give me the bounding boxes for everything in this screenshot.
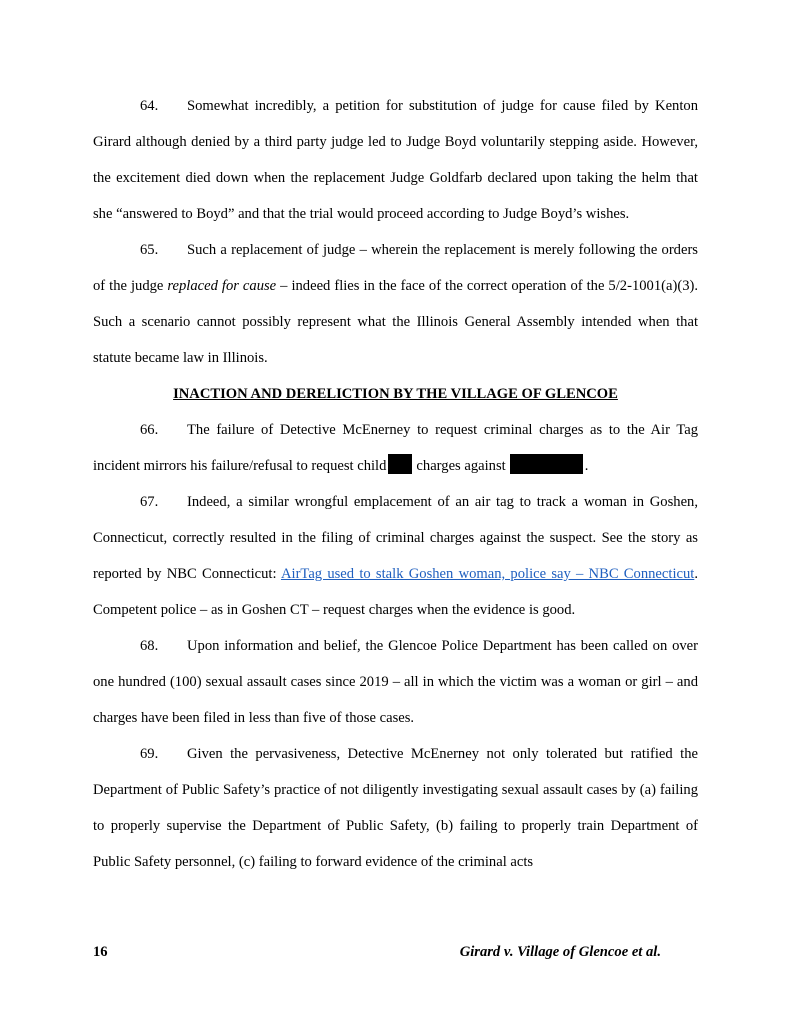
paragraph-number: 65. — [140, 242, 159, 258]
paragraph-68 — [93, 628, 698, 736]
redaction-box — [388, 454, 412, 474]
paragraph-69 — [93, 736, 698, 880]
paragraph-text: . — [584, 458, 589, 474]
redaction-box — [510, 454, 583, 474]
document-body — [93, 88, 698, 880]
paragraph-65 — [93, 232, 698, 376]
paragraph-66 — [93, 412, 698, 484]
paragraph-number: 68. — [140, 638, 159, 654]
paragraph-text: Somewhat incredibly, a petition for substitution of judge for cause filed by Kenton Girard although denied by a third party judge led to Judge Boyd voluntarily stepping aside. However, the excitement died down when the replacement Judge Goldfarb declared upon taking the helm that she “answered to Boyd” and that the trial would proceed according to Judge Boyd’s wishes. — [93, 98, 698, 222]
page-number: 16 — [93, 944, 108, 960]
paragraph-text: . Competent police – as in Goshen CT – request charges when the evidence is good. — [93, 566, 698, 618]
paragraph-number: 69. — [140, 746, 159, 762]
case-caption: Girard v. Village of Glencoe et al. — [459, 944, 661, 960]
paragraph-text: – indeed flies in the face of the correct operation of the 5/2-1001(a)(3). Such a scenario cannot possibly represent what the Illinois General Assembly intended when that statute became law in Illinois. — [93, 278, 698, 366]
section-heading: INACTION AND DERELICTION BY THE VILLAGE OF GLENCOE — [173, 386, 618, 402]
paragraph-number: 64. — [140, 98, 159, 114]
paragraph-number: 66. — [140, 422, 159, 438]
paragraph-text: Upon information and belief, the Glencoe Police Department has been called on over one hundred (100) sexual assault cases since 2019 – all in which the victim was a woman or girl – and charges have been filed in less than five of those cases. — [93, 638, 698, 726]
paragraph-67 — [93, 484, 698, 628]
emphasis-text: replaced for cause — [167, 278, 277, 294]
paragraph-64 — [93, 88, 698, 232]
paragraph-number: 67. — [140, 494, 159, 510]
paragraph-text: Indeed, a similar wrongful emplacement of an air tag to track a woman in Goshen, Connecticut, correctly resulted in the filing of criminal charges against the suspect. See the story as reported by NBC Connecticut: — [93, 494, 698, 582]
paragraph-text: Given the pervasiveness, Detective McEnerney not only tolerated but ratified the Department of Public Safety’s practice of not diligently investigating sexual assault cases by (a) failing to properly supervise the Department of Public Safety, (b) failing to properly train Department of Public Safety personnel, (c) failing to forward evidence of the criminal acts — [93, 746, 698, 870]
paragraph-text: charges against — [416, 458, 506, 474]
paragraph-text: The failure of Detective McEnerney to request criminal charges as to the Air Tag incident mirrors his failure/refusal to request child — [93, 422, 698, 474]
nbc-article-link[interactable]: AirTag used to stalk Goshen woman, police say – NBC Connecticut — [280, 566, 695, 582]
paragraph-text: Such a replacement of judge – wherein the replacement is merely following the orders of the judge — [93, 242, 698, 294]
